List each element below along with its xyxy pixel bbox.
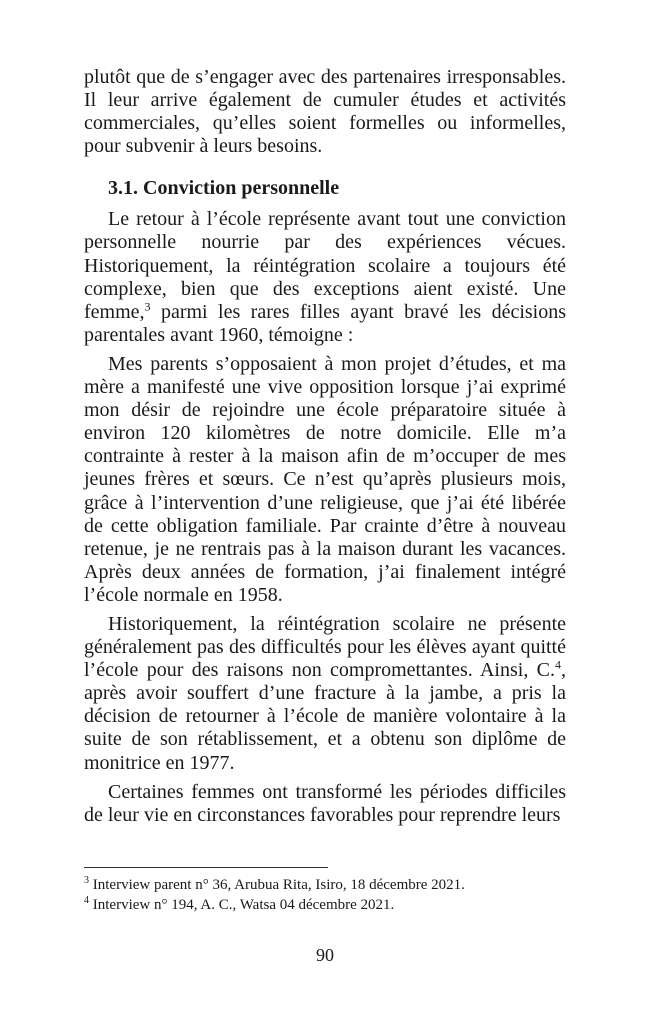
footnote-text: Interview n° 194, A. C., Watsa 04 décembre 2021. — [89, 897, 395, 913]
footnote-ref-3[interactable]: 3 — [144, 299, 151, 314]
footnote-number: 3 — [84, 875, 89, 886]
paragraph-conviction — [84, 208, 566, 347]
testimony-quote: Mes parents s’opposaient à mon projet d’études, et ma mère a manifesté une vive opposition lorsque j’ai exprimé mon désir de rejoindre une école préparatoire située à environ 120 kilomètres de notre domicile. Elle m’a contrainte à rester à la maison afin de m’occuper de mes jeunes frères et sœurs. Ce n’est qu’après plusieurs mois, grâce à l’intervention d’une religieuse, que j’ai été libérée de cette obligation familiale. Par crainte d’être à nouveau retenue, je ne rentrais pas à la maison durant les vacances. Après deux années de formation, j’ai finalement intégré l’école normale en 1958. — [84, 352, 566, 606]
footnote-4 — [84, 895, 566, 915]
footnote-text: Interview parent n° 36, Arubua Rita, Isiro, 18 décembre 2021. — [89, 877, 465, 893]
paragraph-text: parmi les rares filles ayant bravé les décisions parentales avant 1960, témoigne : — [84, 300, 566, 346]
paragraph-text: Le retour à l’école représente avant tout une conviction personnelle nourrie par des expériences vécues. Historiquement, la réintégration scolaire a toujours été complexe, bien que des exceptions aient existé. Une femme, — [84, 208, 566, 323]
footnote-ref-4[interactable]: 4 — [555, 657, 561, 672]
footnotes — [84, 875, 566, 915]
paragraph-final: Certaines femmes ont transformé les périodes difficiles de leur vie en circonstances favorables pour reprendre leurs — [84, 780, 566, 826]
paragraph-reintegration — [84, 613, 566, 775]
section-heading: 3.1. Conviction personnelle — [108, 177, 340, 200]
paragraph-text: Historiquement, la réintégration scolaire ne présente généralement pas des difficultés pour les élèves ayant quitté l’école pour des raisons non compromettantes. Ainsi, C. — [84, 612, 566, 682]
footnote-divider — [84, 867, 328, 868]
paragraph-continuation: plutôt que de s’engager avec des partenaires irresponsables. Il leur arrive également de cumuler études et activités commerciales, qu’elles soient formelles ou informelles, pour subvenir à leurs besoins. — [84, 66, 566, 158]
footnote-number: 4 — [84, 895, 89, 906]
paragraph-text: , après avoir souffert d’une fracture à la jambe, a pris la décision de retourner à l’école de manière volontaire à la suite de son rétablissement, et a obtenu son diplôme de monitrice en 1977. — [84, 659, 566, 774]
main-text — [84, 66, 566, 833]
page-number: 90 — [316, 945, 334, 965]
footnote-3 — [84, 875, 566, 895]
